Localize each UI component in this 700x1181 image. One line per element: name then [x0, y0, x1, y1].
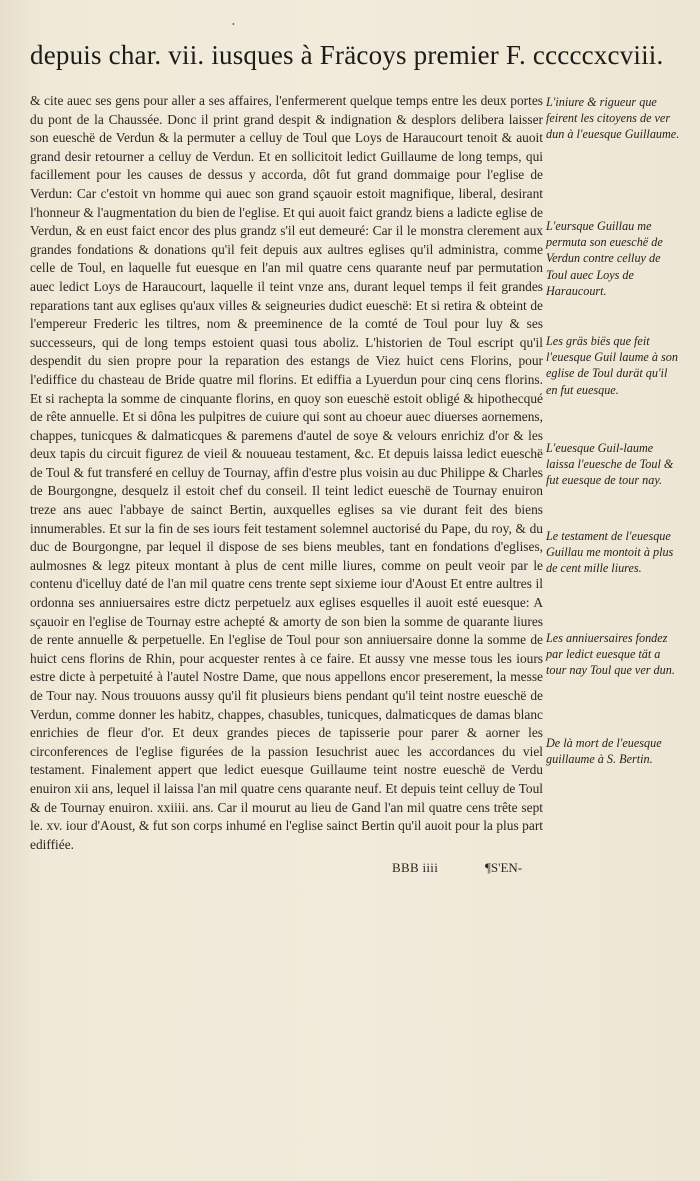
margin-note: De là mort de l'euesque guillaume à S. Bertin. — [546, 736, 662, 767]
running-head: depuis char. vii. iusques à Fräcoys premier F. cccccxcviii. — [30, 40, 664, 70]
margin-note: L'iniure & rigueur que feirent les citoyens de ver dun à l'euesque Guillaume. — [546, 95, 680, 142]
margin-note: Le testament de l'euesque Guillau me montoit à plus de cent mille liures. — [546, 529, 674, 576]
margin-note: Les gräs biës que feit l'euesque Guil laume à son eglise de Toul durät qu'il en fut euesque. — [546, 334, 678, 397]
ink-speck: • — [232, 20, 235, 29]
margin-note: L'euesque Guil-laume laissa l'euesche de Toul & fut euesque de tour nay. — [546, 441, 674, 488]
margin-note: Les anniuersaires fondez par ledict euesque tät a tour nay Toul que ver dun. — [546, 631, 675, 678]
signature-mark: BBB iiii — [392, 860, 439, 875]
margin-note: L'eursque Guillau me permuta son eueschë de Verdun contre celluy de Toul auec Loys de Haraucourt. — [546, 219, 663, 298]
main-text-column — [30, 92, 543, 854]
catchword: ¶S'EN- — [485, 860, 523, 875]
body-paragraph: & cite auec ses gens pour aller a ses affaires, l'enfermerent quelque temps entre les deux portes du pont de la Chaussée. Donc il print grand despit & indignation & desplors delibera laisser son eueschë de Verdun & la permuter a celluy de Toul que Loys de Haraucourt tenoit & auoit grand desir retourner a celluy de Verdun. Et en sollicitoit ledict Guillaume de long temps, qui facillement pour les causes de dessus y accorda, dôt fut grand dommaige pour l'eglise de Verdun: Car c'estoit vn homme qui auec son grand sçauoir estoit magnifique, liberal, desirant l'honneur & l'augmentation du bien de l'eglise. Et qui auoit faict grandz biens a ladicte eglise de Verdun, & en eust faict encor des plus grandz s'il eut demeuré: Car il le monstra clerement aux grandes fondations & donations qu'il feit depuis aux aultres eglises qu'il administra, comme celle de Toul, en laquelle fut euesque en l'an mil quatre cens quarante neuf par permutation auec ledict Loys de Haraucourt, laquelle il teint vnze ans, durant lequel temps il feit grandes reparations tant aux eglises qu'aux villes & seigneuries dudict eueschë: Et si retira & obteint de l'empereur Frederic les tiltres, nom & preeminence de la comté de Toul pour luy & ses successeurs, qui de long temps estoient quasi tous aboliz. L'historien de Toul escript qu'il despendit du sien propre pour la reparation des estangs de Viez huict cens Florins, pour l'ediffice du chasteau de Bride quatre mil florins. Et ediffia a Lyuerdun pour cinq cens florins. Et si rachepta la somme de cinquante florins, en quoy son eueschë estoit obligé & hipothecqué de rête annuelle. Et si dôna les pulpitres de cuiure qui sont au choeur auec diuerses aornemens, chappes, tunicques & dalmaticques & paremens d'autel de soye & velours enrichiz d'or & les deux tapis du circuit figurez de vieil & nouueau testament, &c. Et depuis laissa ledict eueschë de Toul & fut transferé en celluy de Tournay, affin d'estre plus voisin au duc Philippe & Charles de Bourgongne, desquelz il estoit chef du conseil. Il teint ledict eueschë de Tournay enuiron treze ans auec l'abbaye de sainct Bertin, auxquelles eglises sa vie durant feit des biens innumerables. Et sur la fin de ses iours feit testament solemnel auctorisé du Pape, du roy, & du duc de Bourgongne, par lequel il dispose de ses biens meubles, tant en fondations d'eglises, aulmosnes & legz piteux montant à plus de cent mille liures, comme on peult veoir par le contenu d'icelluy daté de l'an mil quatre cens trente sept sixieme iour d'Aoust Et entre aultres il ordonna ses anniuersaires estre dictz perpetuelz aux eglises esquelles il auoit esté euesque: A sçauoir en l'eglise de Tournay estre achepté & amorty de son bien la somme de quarante liures de rente annuelle & perpetuelle. En l'eglise de Toul pour son anniuersaire donne la somme de huict cens florins de Rhin, pour acquester rentes à ce faire. Et aussy vne messe tous les iours estre dicte à perpetuité à l'autel Nostre Dame, que nous appellons encor preserement, la messe de Tour nay. Nous trouuons aussy qu'il fit plusieurs biens pendant qu'il teint nostre eueschë de Verdun, comme donner les habitz, chappes, chasubles, tunicques, dalmaticques de damas blanc enrichies de fleur d'or. Et deux grandes pieces de tapisserie pour parer & aorner les circonferences de l'eglise figurées de la passion Iesuchrist auec les accordances du viel testament. Finalement appert que ledict euesque Guillaume teint nostre eueschë de Verdu enuiron xii ans, lequel il laissa l'an mil quatre cens quarante neuf. Et depuis teint celluy de Toul & de Tournay enuiron. xxiiii. ans. Car il mourut au lieu de Gand l'an mil quatre cens trête sept le. xv. iour d'Aoust, & fut son corps inhumé en l'eglise sainct Bertin qu'il auoit pour la plus part ediffiée. — [30, 93, 543, 852]
